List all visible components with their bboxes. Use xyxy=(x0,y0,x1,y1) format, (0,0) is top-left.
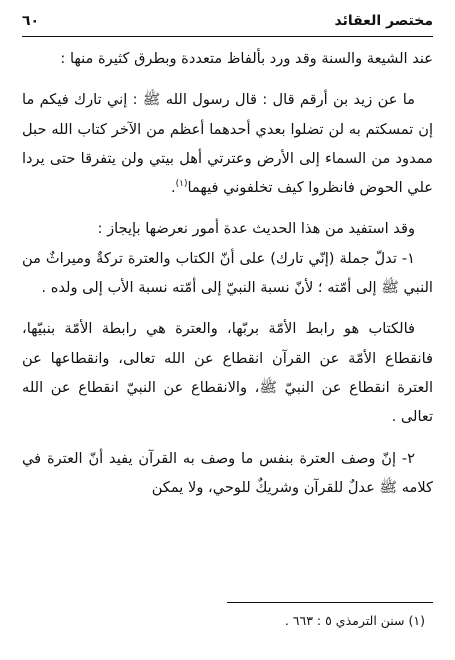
page-number: ٦٠ xyxy=(22,13,40,29)
footnote-marker: (١) xyxy=(175,179,188,190)
paragraph-hadith: ما عن زيد بن أرقم قال : قال رسول الله ﷺ : إني تارك فيكم ما إن تمسكتم به لن تضلوا بعدي أحدهما أعظم من الآخر كتاب الله حبل ممدود من السماء إلى الأرض وعترتي أهل بيتي ولن يتفرقا حتى يردا علي الحوض فانظروا كيف تخلفوني فيهما$^{(١)}$. xyxy=(22,91,433,197)
paragraph-point-1: ١- تدلّ جملة (إنّي تارك) على أنّ الكتاب والعترة تركةٌ وميراثٌ من النبي ﷺ إلى أمّته ؛ لأنّ نسبة النبيّ إلى أمّته نسبة الأب إلى ولده . xyxy=(22,249,433,297)
paragraph-lessons-intro: وقد استفيد من هذا الحديث عدة أمور نعرضها بإيجاز : xyxy=(97,220,415,238)
paragraph-intro: عند الشيعة والسنة وقد ورد بألفاظ متعددة وبطرق كثيرة منها : xyxy=(60,50,433,67)
hadith-text: ما عن زيد بن أرقم قال : قال رسول الله ﷺ : إني تارك فيكم ما إن تمسكتم به لن تضلوا بعدي أحدهما أعظم من الآخر كتاب الله حبل ممدود من السماء إلى الأرض وعترتي أهل بيتي ولن يتفرقا حتى يردا علي الحوض فانظروا كيف تخلفوني فيهما xyxy=(22,91,433,197)
paragraph-book-and-family: فالكتاب هو رابط الأمّة بربّها، والعترة هي رابطة الأمّة بنبيّها، فانقطاع الأمّة عن القرآن انقطاع عن الله تعالى، وانقطاعها عن العترة انقطاع عن النبيّ ﷺ، والانقطاع عن النبيّ انقطاع عن الله تعالى . xyxy=(22,320,433,426)
footnote: (١) سنن الترمذي ٥ : ٦٦٣ . xyxy=(284,613,425,628)
page-header xyxy=(22,8,433,34)
book-title: مختصر العقائد xyxy=(334,13,433,29)
paragraph-point-2: ٢- إنّ وصف العترة بنفس ما وصف به القرآن يفيد أنّ العترة في كلامه ﷺ عدلٌ للقرآن وشريكٌ للوحي، ولا يمكن xyxy=(22,449,433,496)
footnote-divider xyxy=(227,602,433,603)
header-divider xyxy=(22,36,433,37)
body-text xyxy=(22,44,433,502)
